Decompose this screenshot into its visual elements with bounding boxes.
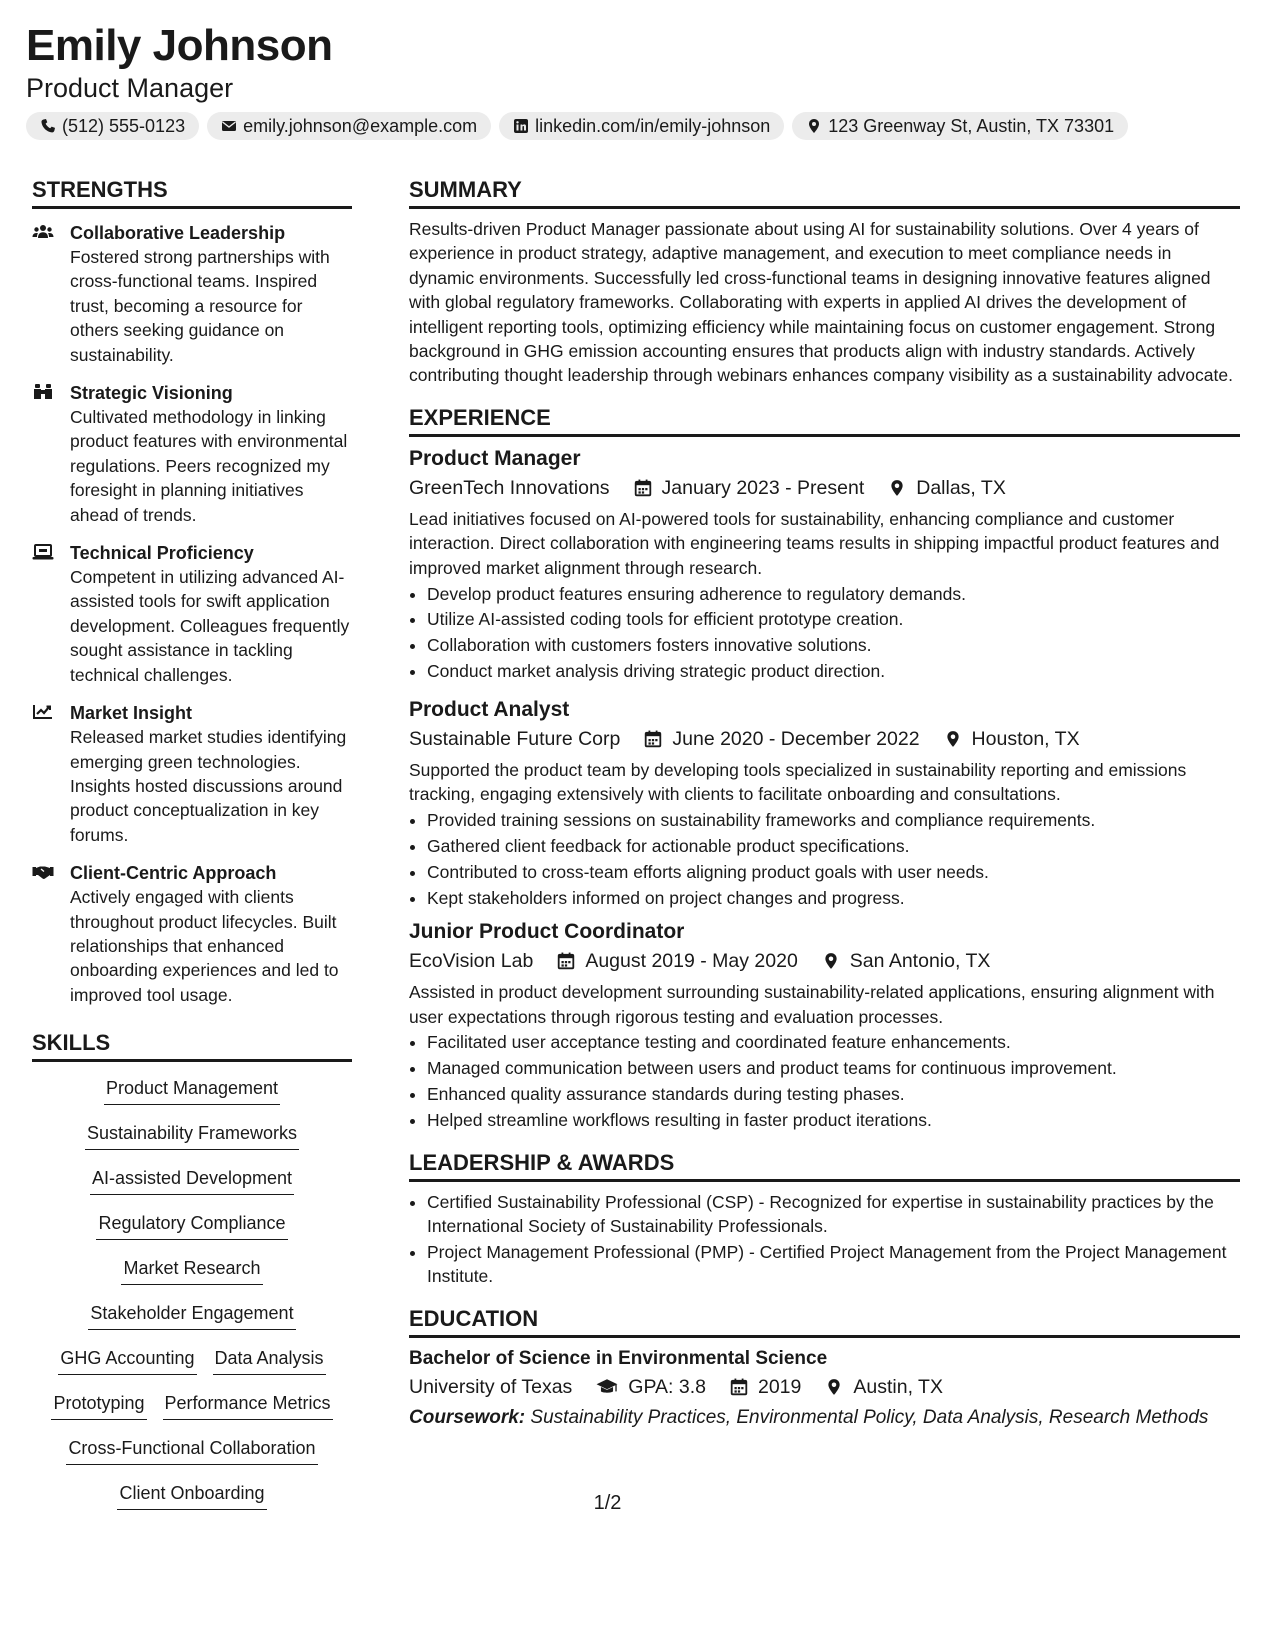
job-bullet: • Conduct market analysis driving strategic product direction. xyxy=(427,659,1240,683)
contact-email-text: emily.johnson@example.com xyxy=(243,116,478,136)
job-bullet: • Helped streamline workflows resulting in faster product iterations. xyxy=(427,1108,1240,1132)
school-location: Austin, TX xyxy=(853,1375,943,1398)
skill-row xyxy=(121,1252,262,1297)
map-pin-icon xyxy=(825,1378,843,1396)
strength-title: Technical Proficiency xyxy=(70,543,254,564)
skill-tag: Cross-Functional Collaboration xyxy=(66,1432,317,1465)
contact-linkedin[interactable] xyxy=(499,112,784,140)
chart-line-icon xyxy=(32,703,54,721)
job-dates: January 2023 - Present xyxy=(661,476,865,499)
job-bullets xyxy=(409,1030,1240,1132)
job-entry xyxy=(409,696,1240,910)
right-column xyxy=(409,176,1240,1430)
contact-linkedin-text: linkedin.com/in/emily-johnson xyxy=(535,116,771,136)
strength-body: Cultivated methodology in linking product features with environmental regulations. Peers recognized my foresight in planning initiatives ahead of trends. xyxy=(70,407,348,525)
job-bullets xyxy=(409,808,1240,910)
contact-phone-text: (512) 555-0123 xyxy=(62,116,186,136)
skill-tag: GHG Accounting xyxy=(58,1342,196,1375)
skill-tag: Prototyping xyxy=(51,1387,146,1420)
skill-row xyxy=(51,1387,332,1432)
strength-item xyxy=(32,701,352,847)
job-bullet: • Develop product features ensuring adherence to regulatory demands. xyxy=(427,582,1240,606)
job-bullet: • Enhanced quality assurance standards during testing phases. xyxy=(427,1082,1240,1106)
job-description: Assisted in product development surrounding sustainability-related applications, ensuring alignment with user expectations through rigorous testing and evaluation processes. xyxy=(409,982,1215,1027)
job-title: Product Manager xyxy=(409,446,581,470)
skill-tag: Client Onboarding xyxy=(117,1477,266,1510)
summary-heading: SUMMARY xyxy=(409,176,1240,209)
awards-list xyxy=(409,1190,1240,1289)
strength-title: Strategic Visioning xyxy=(70,383,233,404)
strength-body: Fostered strong partnerships with cross-functional teams. Inspired trust, becoming a resource for others seeking guidance on sustainability. xyxy=(70,247,330,365)
linkedin-icon xyxy=(513,118,529,134)
job-bullet: • Kept stakeholders informed on project changes and progress. xyxy=(427,886,1240,910)
skill-row xyxy=(90,1162,294,1207)
strength-item xyxy=(32,861,352,1007)
strength-item xyxy=(32,221,352,367)
gpa: GPA: 3.8 xyxy=(628,1375,706,1398)
skill-row xyxy=(96,1207,287,1252)
job-location: Houston, TX xyxy=(971,727,1080,750)
job-company: Sustainable Future Corp xyxy=(409,727,621,750)
awards-heading: LEADERSHIP & AWARDS xyxy=(409,1149,1240,1182)
strength-body: Actively engaged with clients throughout product lifecycles. Built relationships that enhanced onboarding experiences and led to improved tool usage. xyxy=(70,887,339,1005)
strength-item xyxy=(32,381,352,527)
award-item: • Project Management Professional (PMP) - Certified Project Management from the Project Management Institute. xyxy=(427,1240,1240,1289)
coursework-label: Coursework: xyxy=(409,1406,526,1428)
contact-bar xyxy=(26,112,1248,140)
experience-heading: EXPERIENCE xyxy=(409,404,1240,437)
job-title: Product Analyst xyxy=(409,697,570,721)
skill-tag: Data Analysis xyxy=(213,1342,326,1375)
job-location: San Antonio, TX xyxy=(849,950,991,973)
job-bullet: • Contributed to cross-team efforts aligning product goals with user needs. xyxy=(427,860,1240,884)
degree-title: Bachelor of Science in Environmental Science xyxy=(409,1347,828,1369)
contact-phone[interactable] xyxy=(26,112,199,140)
job-bullet: • Utilize AI-assisted coding tools for efficient prototype creation. xyxy=(427,607,1240,631)
resume-page xyxy=(26,20,1248,1504)
calendar-icon xyxy=(634,479,652,497)
map-pin-icon xyxy=(806,118,822,134)
job-meta xyxy=(409,724,1240,754)
skill-row xyxy=(104,1072,280,1117)
skill-row xyxy=(88,1297,295,1342)
job-bullets xyxy=(409,582,1240,684)
candidate-name: Emily Johnson xyxy=(26,21,333,70)
skill-tag: Regulatory Compliance xyxy=(96,1207,287,1240)
skill-tag: Sustainability Frameworks xyxy=(85,1117,299,1150)
skill-tag: Stakeholder Engagement xyxy=(88,1297,295,1330)
graduation-year: 2019 xyxy=(757,1375,802,1398)
job-meta xyxy=(409,946,1240,976)
calendar-icon xyxy=(557,952,575,970)
strength-title: Client-Centric Approach xyxy=(70,863,277,884)
job-bullet: • Collaboration with customers fosters innovative solutions. xyxy=(427,633,1240,657)
map-pin-icon xyxy=(944,730,962,748)
job-location: Dallas, TX xyxy=(916,476,1006,499)
award-item: • Certified Sustainability Professional (CSP) - Recognized for expertise in sustainability practices by the International Society of Sustainability Professionals. xyxy=(427,1190,1240,1239)
job-entry xyxy=(409,918,1240,1132)
coursework-list: Sustainability Practices, Environmental Policy, Data Analysis, Research Methods xyxy=(530,1406,1209,1428)
graduation-cap-icon xyxy=(596,1378,618,1396)
job-dates: June 2020 - December 2022 xyxy=(672,727,920,750)
map-pin-icon xyxy=(888,479,906,497)
candidate-title: Product Manager xyxy=(26,73,234,103)
coursework xyxy=(409,1406,1240,1430)
envelope-icon xyxy=(221,118,237,134)
users-icon xyxy=(32,223,54,241)
job-company: EcoVision Lab xyxy=(409,950,534,973)
job-dates: August 2019 - May 2020 xyxy=(585,950,798,973)
skill-tag: Market Research xyxy=(121,1252,262,1285)
job-description: Supported the product team by developing tools specialized in sustainability reporting and emissions tracking, engaging extensively with clients to facilitate onboarding and consultations. xyxy=(409,759,1187,805)
contact-address[interactable] xyxy=(792,112,1128,140)
handshake-icon xyxy=(32,863,54,881)
map-pin-icon xyxy=(822,952,840,970)
job-bullet: • Provided training sessions on sustainability frameworks and compliance requirements. xyxy=(427,808,1240,832)
school-name: University of Texas xyxy=(409,1375,573,1398)
skill-tag: Performance Metrics xyxy=(163,1387,333,1420)
phone-icon xyxy=(40,118,56,134)
skills-list xyxy=(32,1072,352,1522)
contact-email[interactable] xyxy=(207,112,491,140)
summary-text: Results-driven Product Manager passionate about using AI for sustainability solutions. Over 4 years of experience in product strategy, adaptive management, and execution to meet compliance needs in dynamic environments. Successfully led cross-functional teams in designing innovative features aligned with global regulatory frameworks. Collaborating with experts in applied AI drives the development of intelligent reporting tools, optimizing efficiency while maintaining focus on customer engagement. Strong background in GHG emission accounting ensures that products align with industry standards. Actively contributing thought leadership through webinars enhances company visibility as a sustainability advocate. xyxy=(409,219,1233,386)
skills-heading: SKILLS xyxy=(32,1029,352,1062)
education-meta xyxy=(409,1372,1240,1402)
calendar-icon xyxy=(644,730,662,748)
job-description: Lead initiatives focused on AI-powered tools for sustainability, enhancing compliance and customer interaction. Direct collaboration with engineering teams results in shipping impactful product features and improved market alignment through research. xyxy=(409,508,1220,578)
page-number: 1/2 xyxy=(593,1492,622,1514)
strengths-heading: STRENGTHS xyxy=(32,176,352,209)
skill-tag: Product Management xyxy=(104,1072,280,1105)
skill-row xyxy=(66,1432,317,1477)
skill-row xyxy=(85,1117,299,1162)
left-column xyxy=(32,176,352,1522)
binoculars-icon xyxy=(32,383,54,401)
contact-address-text: 123 Greenway St, Austin, TX 73301 xyxy=(828,116,1115,136)
strength-item xyxy=(32,541,352,687)
job-meta xyxy=(409,473,1240,503)
laptop-icon xyxy=(32,543,54,561)
education-heading: EDUCATION xyxy=(409,1305,1240,1338)
job-bullet: • Facilitated user acceptance testing and coordinated feature enhancements. xyxy=(427,1030,1240,1054)
calendar-icon xyxy=(730,1378,748,1396)
job-title: Junior Product Coordinator xyxy=(409,920,685,944)
job-entry xyxy=(409,445,1240,684)
strength-title: Collaborative Leadership xyxy=(70,223,286,243)
strength-title: Market Insight xyxy=(70,703,193,724)
strength-body: Competent in utilizing advanced AI-assisted tools for swift application development. Colleagues frequently sought assistance in tackling technical challenges. xyxy=(70,567,350,685)
skill-row xyxy=(58,1342,325,1387)
skill-tag: AI-assisted Development xyxy=(90,1162,294,1195)
job-bullet: • Gathered client feedback for actionable product specifications. xyxy=(427,834,1240,858)
strength-body: Released market studies identifying emerging green technologies. Insights hosted discussions around product conceptualization in key forums. xyxy=(70,727,347,845)
job-bullet: • Managed communication between users and product teams for continuous improvement. xyxy=(427,1056,1240,1080)
job-company: GreenTech Innovations xyxy=(409,476,610,499)
